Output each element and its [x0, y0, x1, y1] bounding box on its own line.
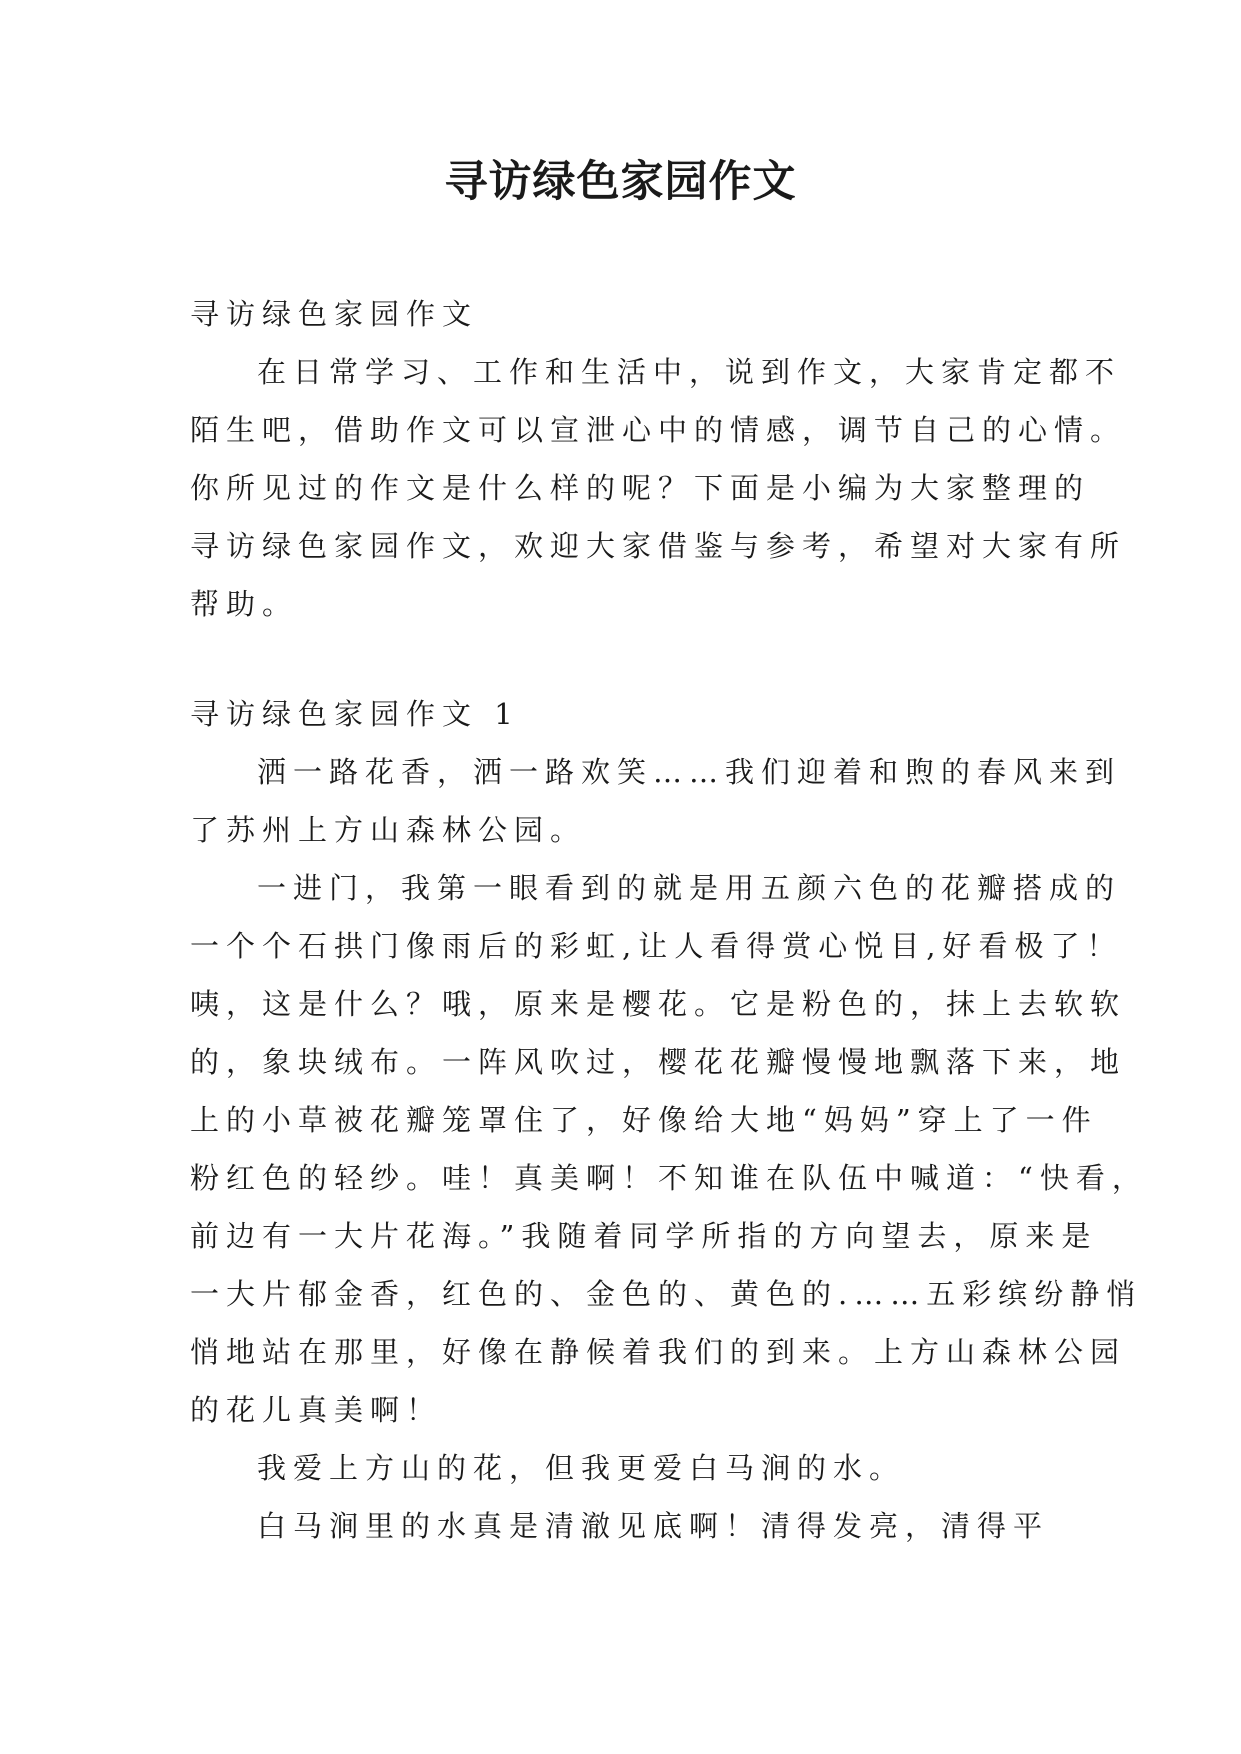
essay-paragraph-line: 粉红色的轻纱。哇！真美啊！不知谁在队伍中喊道：“快看，: [190, 1161, 1148, 1195]
essay-paragraph-line: 咦，这是什么？哦，原来是樱花。它是粉色的，抹上去软软: [190, 987, 1127, 1021]
essay-heading: 寻访绿色家园作文 1: [190, 697, 520, 731]
intro-heading: 寻访绿色家园作文: [190, 297, 479, 331]
intro-paragraph-line: 你所见过的作文是什么样的呢？下面是小编为大家整理的: [190, 471, 1091, 505]
section-spacer: [190, 633, 1070, 685]
essay-paragraph-line: 上的小草被花瓣笼罩住了，好像给大地“妈妈”穿上了一件: [190, 1103, 1098, 1137]
essay-paragraph-line: 我爱上方山的花，但我更爱白马涧的水。: [257, 1451, 906, 1485]
document-body: [190, 285, 1148, 1555]
essay-paragraph-line: 前边有一大片花海。”我随着同学所指的方向望去，原来是: [190, 1219, 1098, 1253]
intro-paragraph-line: 寻访绿色家园作文，欢迎大家借鉴与参考，希望对大家有所: [190, 529, 1127, 563]
essay-paragraph-line: 洒一路花香，洒一路欢笑……我们迎着和煦的春风来到: [257, 755, 1122, 789]
essay-paragraph-line: 悄地站在那里，好像在静候着我们的到来。上方山森林公园: [190, 1335, 1127, 1369]
essay-paragraph-line: 一大片郁金香，红色的、金色的、黄色的.……五彩缤纷静悄: [190, 1277, 1143, 1311]
document-title: 寻访绿色家园作文: [444, 157, 797, 207]
intro-paragraph-line: 陌生吧，借助作文可以宣泄心中的情感，调节自己的心情。: [190, 413, 1127, 447]
essay-paragraph-line: 的花儿真美啊！: [190, 1393, 443, 1427]
essay-paragraph-line: 了苏州上方山森林公园。: [190, 813, 587, 847]
intro-paragraph-line: 帮助。: [190, 587, 299, 621]
intro-paragraph-line: 在日常学习、工作和生活中，说到作文，大家肯定都不: [257, 355, 1122, 389]
essay-paragraph-line: 的，象块绒布。一阵风吹过，樱花花瓣慢慢地飘落下来，地: [190, 1045, 1127, 1079]
essay-paragraph-line: 白马涧里的水真是清澈见底啊！清得发亮，清得平: [257, 1509, 1050, 1543]
essay-paragraph-line: 一进门，我第一眼看到的就是用五颜六色的花瓣搭成的: [257, 871, 1122, 905]
essay-paragraph-line: 一个个石拱门像雨后的彩虹,让人看得赏心悦目,好看极了！: [190, 929, 1123, 963]
